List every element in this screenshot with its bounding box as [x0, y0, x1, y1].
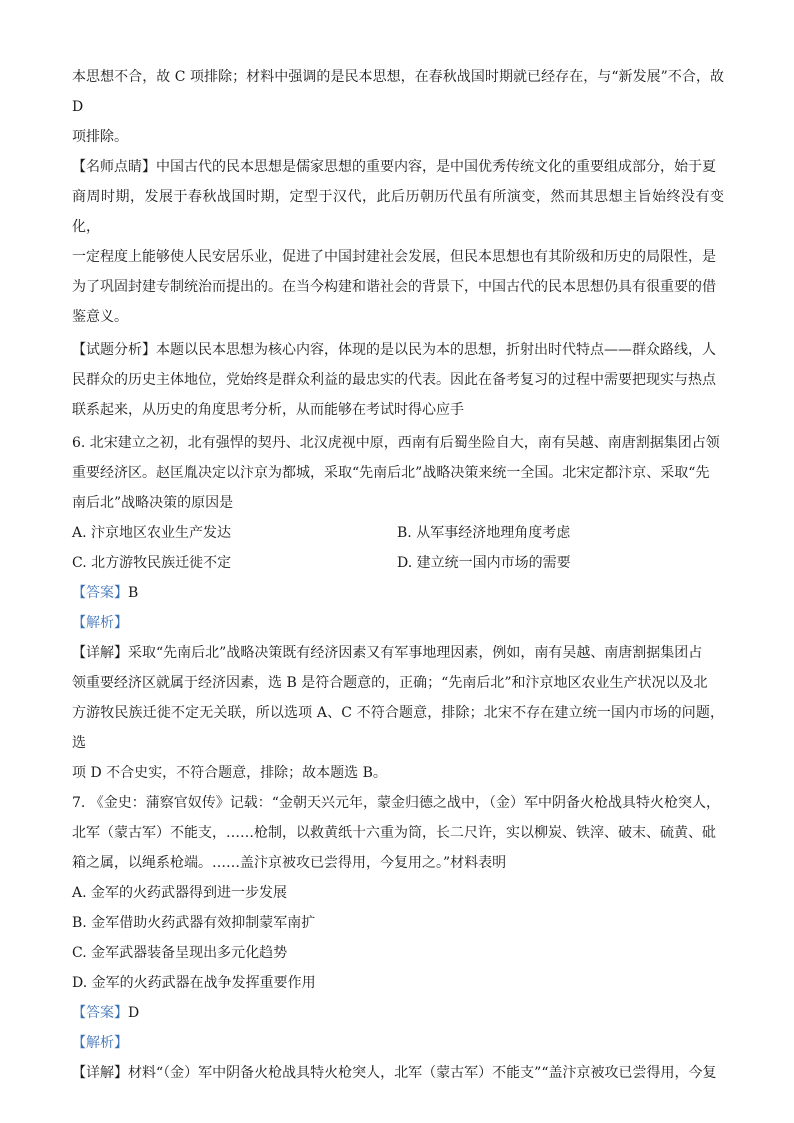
text-line: 重要经济区。赵匡胤决定以汴京为都城，采取“先南后北”战略决策来统一全国。北宋定都汴京、采取“先 — [72, 465, 710, 481]
text-line: 项排除。 — [72, 129, 128, 145]
text-line: 箱之属，以绳系枪端。……盖汴京被攻已尝得用，今复用之。”材料表明 — [72, 855, 507, 871]
tip-paragraph — [72, 152, 724, 332]
paragraph-continuation — [72, 62, 724, 152]
tip-label: 【名师点睛】 — [72, 159, 156, 175]
text-line: 南后北”战略决策的原因是 — [72, 495, 234, 511]
question-7-stem — [72, 788, 724, 878]
detail-label: 【详解】 — [72, 1065, 128, 1081]
question-6-detail — [72, 638, 724, 788]
analysis-label: 【试题分析】 — [72, 342, 156, 358]
option-d: D. 建立统一国内市场的需要 — [397, 555, 571, 571]
text-line: 一定程度上能够使人民安居乐业，促进了中国封建社会发展，但民本思想也有其阶级和历史的局限性，是 — [72, 249, 716, 265]
question-6-answer — [72, 578, 724, 608]
text-line: 项 D 不合史实，不符合题意，排除；故本题选 B。 — [72, 765, 387, 781]
answer-value: B — [128, 585, 139, 601]
question-7-jiexi-label: 【解析】 — [72, 1035, 128, 1051]
text-line: 民群众的历史主体地位，党始终是群众利益的最忠实的代表。因此在备考复习的过程中需要把现实与热点 — [72, 372, 716, 388]
text-line: 6. 北宋建立之初，北有强悍的契丹、北汉虎视中原，西南有后蜀坐险自大，南有吴越、南唐割据集团占领 — [72, 435, 720, 451]
detail-label: 【详解】 — [72, 645, 128, 661]
option-a: A. 汴京地区农业生产发达 — [72, 525, 232, 541]
text-line: 采取“先南后北”战略决策既有经济因素又有军事地理因素，例如，南有吴越、南唐割据集团占 — [128, 645, 703, 661]
question-6-jiexi-label: 【解析】 — [72, 615, 128, 631]
text-line: 本思想不合，故 C 项排除；材料中强调的是民本思想，在春秋战国时期就已经存在，与“新发展”不合，故 D — [72, 69, 724, 115]
question-7-answer — [72, 998, 724, 1028]
text-line: 7. 《金史：蒲察官奴传》记载：“金朝天兴元年，蒙金归德之战中，（金）军中阴备火枪战具特火枪突人， — [72, 795, 720, 811]
text-line: 本题以民本思想为核心内容，体现的是以民为本的思想，折射出时代特点——群众路线，人 — [156, 342, 716, 358]
text-line: 商周时期，发展于春秋战国时期，定型于汉代，此后历朝历代虽有所演变，然而其思想主旨始终没有变化， — [72, 189, 724, 235]
text-line: 为了巩固封建专制统治而提出的。在当今构建和谐社会的背景下，中国古代的民本思想仍具有很重要的借 — [72, 279, 716, 295]
answer-label: 【答案】 — [72, 585, 128, 601]
option-d: D. 金军的火药武器在战争发挥重要作用 — [72, 975, 316, 991]
text-line: 方游牧民族迁徙不定无关联，所以选项 A、C 不符合题意，排除；北宋不存在建立统一国内市场的问题，选 — [72, 705, 724, 751]
text-line: 北军（蒙古军）不能支，……枪制，以救黄纸十六重为筒，长二尺许，实以柳炭、铁滓、破末、硫黄、砒 — [72, 825, 716, 841]
text-line: 领重要经济区就属于经济因素，选 B 是符合题意的，正确；“先南后北”和汴京地区农业生产状况以及北 — [72, 675, 708, 691]
option-a: A. 金军的火药武器得到进一步发展 — [72, 885, 288, 901]
text-line: 材料“（金）军中阴备火枪战具特火枪突人，北军（蒙古军）不能支”“盖汴京被攻已尝得用，今复 — [128, 1065, 717, 1081]
text-line: 鉴意义。 — [72, 309, 128, 325]
option-b: B. 金军借助火药武器有效抑制蒙军南扩 — [72, 915, 316, 931]
question-6-stem — [72, 428, 724, 518]
answer-label: 【答案】 — [72, 1005, 128, 1021]
text-line: 联系起来，从历史的角度思考分析，从而能够在考试时得心应手 — [72, 402, 464, 418]
answer-value: D — [128, 1005, 140, 1021]
text-line: 中国古代的民本思想是儒家思想的重要内容，是中国优秀传统文化的重要组成部分，始于夏 — [156, 159, 716, 175]
question-6-options-row-1 — [72, 518, 724, 548]
option-c: C. 北方游牧民族迁徙不定 — [72, 555, 232, 571]
option-c: C. 金军武器装备呈现出多元化趋势 — [72, 945, 288, 961]
question-6-options-row-2 — [72, 548, 724, 578]
analysis-paragraph — [72, 335, 724, 425]
question-7-detail — [72, 1058, 724, 1088]
option-b: B. 从军事经济地理角度考虑 — [397, 525, 571, 541]
